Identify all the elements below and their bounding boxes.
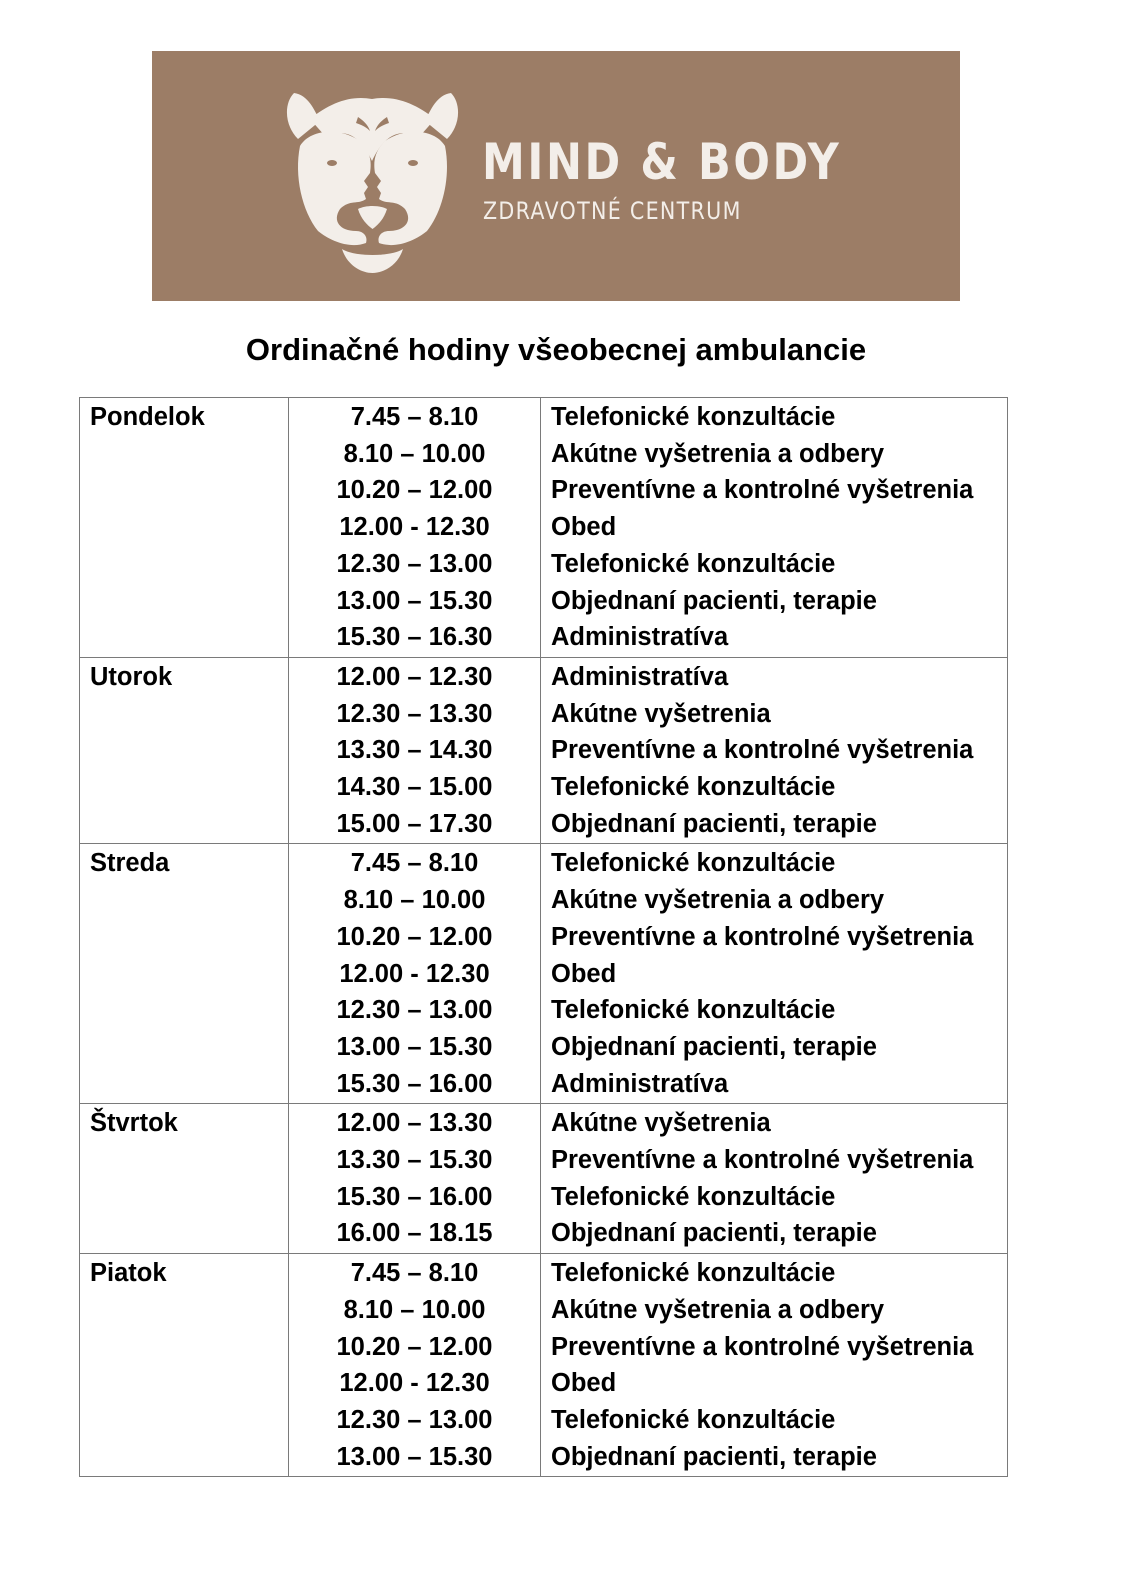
activity: Akútne vyšetrenia a odbery	[551, 1295, 885, 1324]
activity: Akútne vyšetrenia a odbery	[551, 439, 885, 468]
activity: Preventívne a kontrolné vyšetrenia	[551, 736, 974, 765]
time-slot: 13.00 – 15.30	[336, 1442, 493, 1471]
day-name: Streda	[80, 844, 289, 1104]
time-slot: 15.30 – 16.00	[336, 1182, 493, 1211]
activity: Objednaní pacienti, terapie	[551, 1219, 877, 1248]
activity: Telefonické konzultácie	[551, 1182, 836, 1211]
activity: Obed	[551, 959, 617, 988]
activity: Preventívne a kontrolné vyšetrenia	[551, 922, 974, 951]
time-slots-cell	[289, 657, 541, 844]
time-slots-cell	[289, 844, 541, 1104]
activity: Akútne vyšetrenia a odbery	[551, 886, 885, 915]
activities-cell	[541, 398, 1008, 658]
day-name: Utorok	[80, 657, 289, 844]
activity: Administratíva	[551, 1069, 729, 1098]
day-name: Štvrtok	[80, 1104, 289, 1254]
page-title: Ordinačné hodiny všeobecnej ambulancie	[245, 332, 867, 367]
activities-cell	[541, 657, 1008, 844]
time-slots-cell	[289, 398, 541, 658]
activities-cell	[541, 1254, 1008, 1477]
activity: Obed	[551, 513, 617, 542]
activity: Obed	[551, 1369, 617, 1398]
brand-name: MIND & BODY	[482, 133, 842, 191]
day-row	[80, 398, 1008, 658]
activity: Telefonické konzultácie	[551, 1405, 836, 1434]
time-slot: 14.30 – 15.00	[336, 773, 493, 802]
time-slot: 12.30 – 13.00	[336, 549, 493, 578]
time-slot: 13.00 – 15.30	[336, 1032, 493, 1061]
time-slot: 12.30 – 13.00	[336, 1405, 493, 1434]
time-slot: 7.45 – 8.10	[350, 1259, 479, 1288]
time-slot: 12.30 – 13.30	[336, 699, 493, 728]
logo-banner	[152, 51, 960, 301]
activity: Telefonické konzultácie	[551, 849, 836, 878]
time-slot: 13.00 – 15.30	[336, 586, 493, 615]
day-name: Piatok	[80, 1254, 289, 1477]
time-slot: 8.10 – 10.00	[343, 886, 486, 915]
activity: Administratíva	[551, 623, 729, 652]
lion-face-logo-icon	[280, 81, 465, 276]
time-slots-cell	[289, 1104, 541, 1254]
time-slot: 10.20 – 12.00	[336, 476, 493, 505]
day-row	[80, 844, 1008, 1104]
time-slot: 7.45 – 8.10	[350, 403, 479, 431]
time-slot: 12.00 – 12.30	[336, 662, 493, 691]
activity: Objednaní pacienti, terapie	[551, 809, 877, 838]
activity: Telefonické konzultácie	[551, 773, 836, 802]
time-slot: 15.30 – 16.30	[336, 623, 493, 652]
activity: Preventívne a kontrolné vyšetrenia	[551, 476, 974, 505]
activity: Telefonické konzultácie	[551, 1259, 836, 1288]
time-slot: 16.00 – 18.15	[336, 1219, 493, 1248]
time-slot: 12.00 - 12.30	[339, 513, 490, 542]
activity: Telefonické konzultácie	[551, 403, 836, 431]
activity: Telefonické konzultácie	[551, 549, 836, 578]
activities-cell	[541, 844, 1008, 1104]
time-slot: 12.00 - 12.30	[339, 959, 490, 988]
activity: Akútne vyšetrenia	[551, 699, 771, 728]
day-row	[80, 1254, 1008, 1477]
day-row	[80, 1104, 1008, 1254]
activity: Akútne vyšetrenia	[551, 1109, 771, 1138]
activity: Objednaní pacienti, terapie	[551, 1032, 877, 1061]
time-slots-cell	[289, 1254, 541, 1477]
time-slot: 13.30 – 14.30	[336, 736, 493, 765]
activity: Objednaní pacienti, terapie	[551, 1442, 877, 1471]
activity: Preventívne a kontrolné vyšetrenia	[551, 1332, 974, 1361]
activity: Administratíva	[551, 662, 729, 691]
time-slot: 12.30 – 13.00	[336, 996, 493, 1025]
brand-subtitle: ZDRAVOTNÉ CENTRUM	[483, 197, 742, 225]
day-name: Pondelok	[80, 398, 289, 658]
time-slot: 7.45 – 8.10	[350, 849, 479, 878]
time-slot: 13.30 – 15.30	[336, 1146, 493, 1175]
day-row	[80, 657, 1008, 844]
time-slot: 15.00 – 17.30	[336, 809, 493, 838]
activity: Telefonické konzultácie	[551, 996, 836, 1025]
time-slot: 15.30 – 16.00	[336, 1069, 493, 1098]
time-slot: 12.00 - 12.30	[339, 1369, 490, 1398]
activity: Objednaní pacienti, terapie	[551, 586, 877, 615]
time-slot: 8.10 – 10.00	[343, 1295, 486, 1324]
activities-cell	[541, 1104, 1008, 1254]
time-slot: 12.00 – 13.30	[336, 1109, 493, 1138]
office-hours-table	[79, 397, 1008, 1477]
time-slot: 10.20 – 12.00	[336, 1332, 493, 1361]
time-slot: 10.20 – 12.00	[336, 922, 493, 951]
activity: Preventívne a kontrolné vyšetrenia	[551, 1146, 974, 1175]
time-slot: 8.10 – 10.00	[343, 439, 486, 468]
